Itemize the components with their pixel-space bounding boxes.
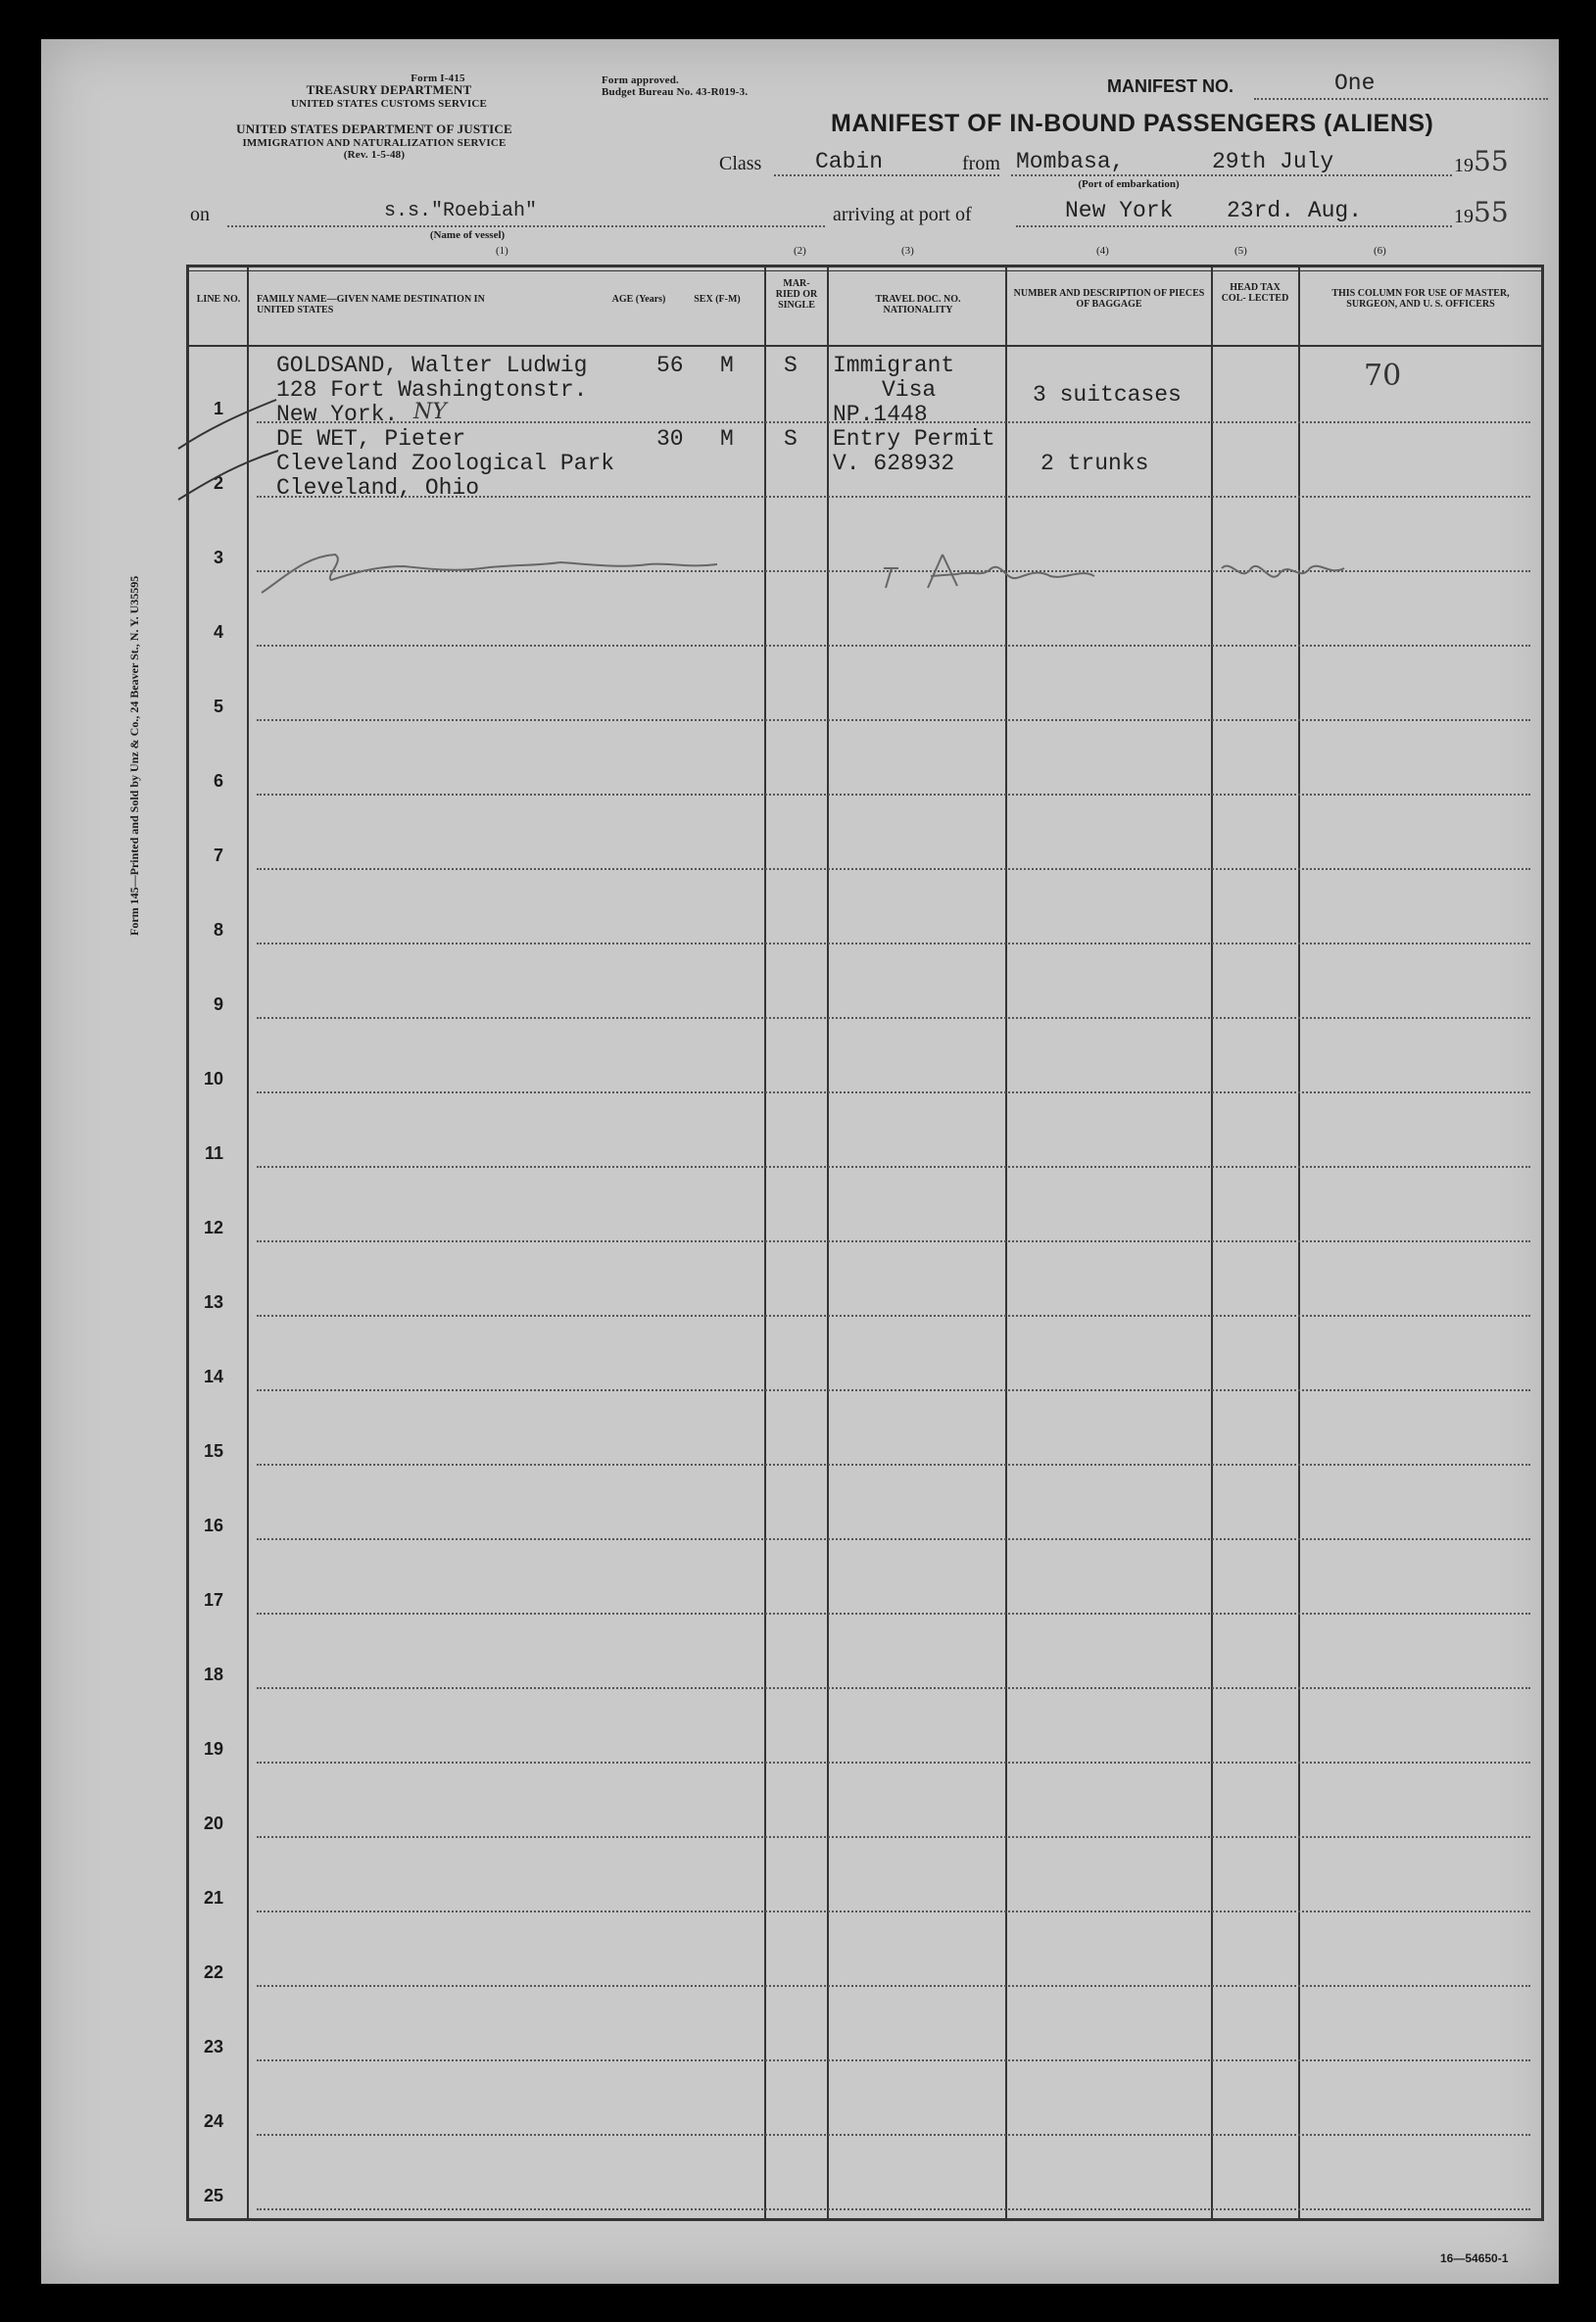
class-value: Cabin [815,149,884,174]
col-number-2: (2) [794,245,806,257]
row-number: 20 [203,1814,223,1833]
col-number-3: (3) [901,245,914,257]
header-line-no: LINE NO. [196,294,241,305]
treasury-dept: TREASURY DEPARTMENT [306,82,472,97]
on-label: on [190,204,210,225]
passenger-marital: S [784,353,798,378]
row-number: 21 [203,1888,223,1908]
row-number: 17 [203,1590,223,1610]
row-number: 3 [213,548,223,567]
arrival-date: 23rd. Aug. [1227,198,1363,223]
year-arrive: 55 [1474,196,1509,228]
passenger-age: 30 [656,426,684,452]
passenger-sex: M [720,426,734,452]
row-number: 9 [213,994,223,1014]
form-approved: Form approved. [602,74,679,86]
row-number: 12 [203,1218,223,1237]
signature-scrawl [41,39,1559,2284]
header-baggage: NUMBER AND DESCRIPTION OF PIECES OF BAGGAGE [1013,288,1205,310]
travel-doc: Entry Permit [833,426,995,452]
from-label: from [962,153,1000,174]
year-prefix-arrive: 19 [1454,206,1474,227]
row-number: 19 [203,1739,223,1759]
passenger-age: 56 [656,353,684,378]
year-depart: 55 [1474,145,1509,177]
header-name: FAMILY NAME—GIVEN NAME DESTINATION IN UNITED STATES [257,294,485,315]
row-number: 25 [203,2186,223,2205]
handwritten-note: NY [413,400,447,424]
baggage: 2 trunks [1040,451,1149,476]
customs-service: UNITED STATES CUSTOMS SERVICE [290,98,488,110]
passenger-address: Cleveland Zoological Park [276,451,615,476]
arriving-label: arriving at port of [833,204,972,225]
immigration-service: IMMIGRATION AND NATURALIZATION SERVICE [242,137,507,149]
officer-note: 70 [1364,359,1402,393]
travel-doc: NP.1448 [833,402,928,427]
passenger-name: DE WET, Pieter [276,426,466,452]
header-married: MAR- RIED OR SINGLE [775,278,818,311]
row-number: 1 [213,399,223,418]
manifest-page [41,39,1559,2284]
budget-bureau: Budget Bureau No. 43-R019-3. [602,86,749,98]
vessel-caption: (Name of vessel) [429,229,506,241]
passenger-marital: S [784,426,798,452]
row-number: 5 [213,697,223,716]
travel-doc: V. 628932 [833,451,955,476]
header-officers: THIS COLUMN FOR USE OF MASTER, SURGEON, AND U. S. OFFICERS [1331,288,1510,310]
row-number: 7 [213,846,223,865]
baggage: 3 suitcases [1033,382,1182,408]
row-number: 15 [203,1441,223,1461]
class-label: Class [719,153,762,174]
row-number: 14 [203,1367,223,1386]
header-age: AGE (Years) [611,294,666,305]
departure-date: 29th July [1212,149,1334,174]
arrival-port: New York [1065,198,1174,223]
col-number-5: (5) [1234,245,1247,257]
row-number: 18 [203,1665,223,1684]
manifest-no-label: MANIFEST NO. [1107,76,1233,96]
footer-code: 16—54650-1 [1440,2251,1509,2265]
row-number: 2 [213,473,223,493]
row-number: 24 [203,2111,223,2131]
row-number: 11 [204,1143,223,1163]
passenger-address: New York. [276,402,399,427]
col-number-4: (4) [1096,245,1109,257]
row-number: 8 [213,920,223,940]
manifest-title: MANIFEST OF IN-BOUND PASSENGERS (ALIENS) [831,110,1434,137]
row-number: 22 [203,1962,223,1982]
row-number: 10 [203,1069,223,1088]
justice-dept: UNITED STATES DEPARTMENT OF JUSTICE [236,121,512,136]
row-number: 6 [213,771,223,791]
manifest-no-value: One [1334,71,1376,96]
port-embark-caption: (Port of embarkation) [1078,178,1180,190]
row-number: 23 [203,2037,223,2056]
form-number: Form I-415 [411,73,465,84]
row-number: 13 [203,1292,223,1312]
row-number: 4 [213,622,223,642]
header-head-tax: HEAD TAX COL- LECTED [1221,282,1289,304]
printer-imprint: Form 145—Printed and Sold by Unz & Co., 24 Beaver St., N. Y. U35595 [127,575,141,936]
col-number-1: (1) [496,245,508,257]
passenger-name: GOLDSAND, Walter Ludwig [276,353,588,378]
header-sex: SEX (F-M) [694,294,741,305]
col-number-6: (6) [1374,245,1386,257]
travel-doc: Immigrant [833,353,955,378]
row-number: 16 [203,1516,223,1535]
header-travel-doc: TRAVEL DOC. NO. NATIONALITY [875,294,961,315]
revision: (Rev. 1-5-48) [343,149,406,161]
passenger-address: 128 Fort Washingtonstr. [276,377,588,403]
passenger-address: Cleveland, Ohio [276,475,480,501]
vessel-name: s.s."Roebiah" [384,200,538,222]
passenger-sex: M [720,353,734,378]
year-prefix-depart: 19 [1454,155,1474,176]
travel-doc: Visa [882,377,937,403]
port-embarkation: Mombasa, [1016,149,1125,174]
